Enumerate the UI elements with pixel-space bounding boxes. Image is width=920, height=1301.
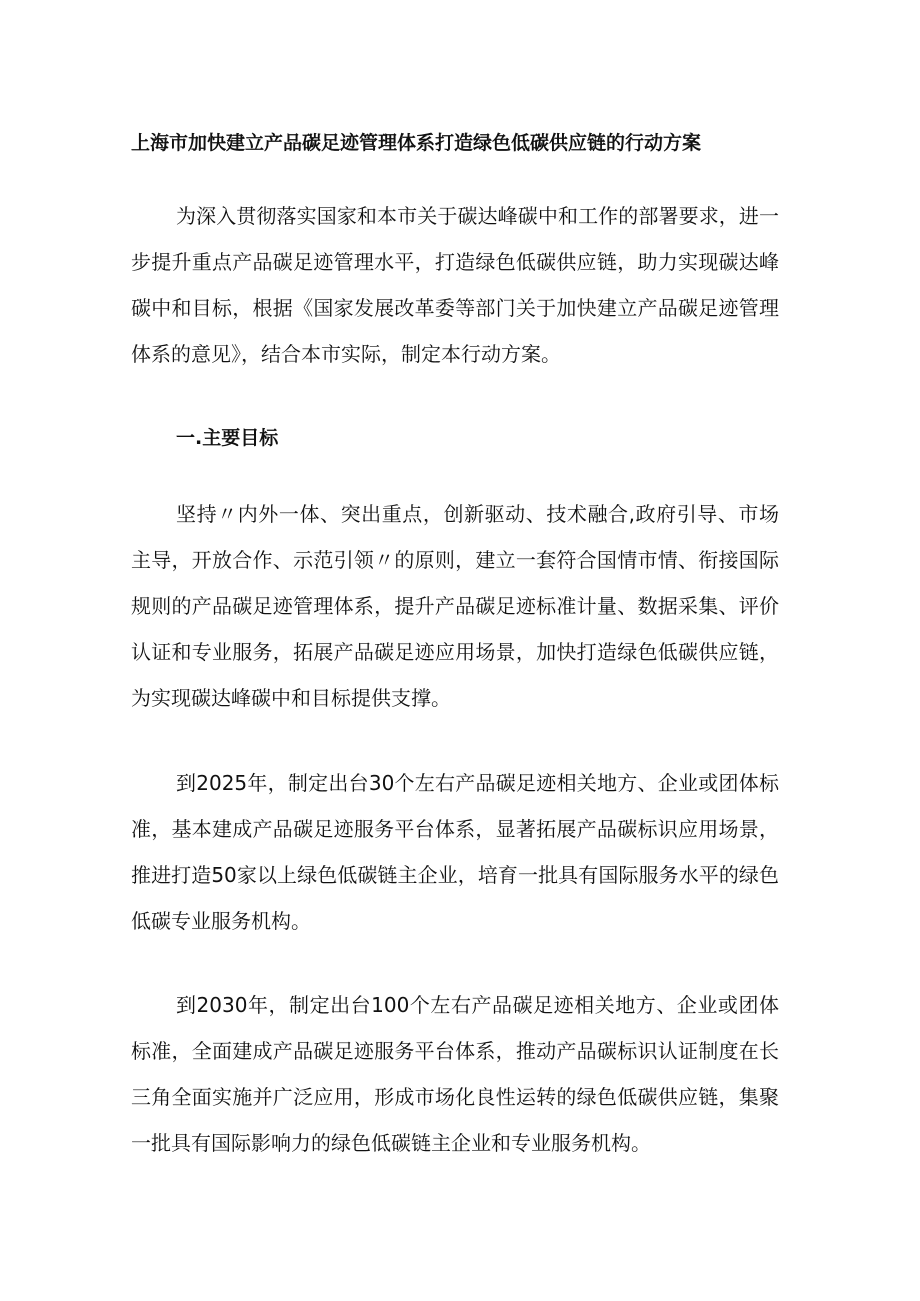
intro-paragraph: 为深入贯彻落实国家和本市关于碳达峰碳中和工作的部署要求，进一步提升重点产品碳足迹管理水平，打造绿色低碳供应链，助力实现碳达峰碳中和目标，根据《国家发展改革委等部门关于加快建立产品碳足迹管理体系的意见》，结合本市实际，制定本行动方案。 — [131, 204, 779, 366]
goal-2030-paragraph: 到2030年，制定出台100个左右产品碳足迹相关地方、企业或团体标准，全面建成产品碳足迹服务平台体系，推动产品碳标识认证制度在长三角全面实施并广泛应用，形成市场化良性运转的绿色低碳供应链，集聚一批具有国际影响力的绿色低碳链主企业和专业服务机构。 — [131, 993, 779, 1155]
principles-paragraph: 坚持〃内外一体、突出重点，创新驱动、技术融合,政府引导、市场主导，开放合作、示范引领〃的原则，建立一套符合国情市情、衔接国际规则的产品碳足迹管理体系，提升产品碳足迹标准计量、数据采集、评价认证和专业服务，拓展产品碳足迹应用场景，加快打造绿色低碳供应链，为实现碳达峰碳中和目标提供支撑。 — [131, 502, 779, 710]
section-heading-main-goals: 一.主要目标 — [176, 427, 279, 449]
document-title: 上海市加快建立产品碳足迹管理体系打造绿色低碳供应链的行动方案 — [131, 132, 702, 154]
goal-2025-paragraph: 到2025年，制定出台30个左右产品碳足迹相关地方、企业或团体标准，基本建成产品碳足迹服务平台体系，显著拓展产品碳标识应用场景，推进打造50家以上绿色低碳链主企业，培育一批具有国际服务水平的绿色低碳专业服务机构。 — [131, 771, 779, 933]
